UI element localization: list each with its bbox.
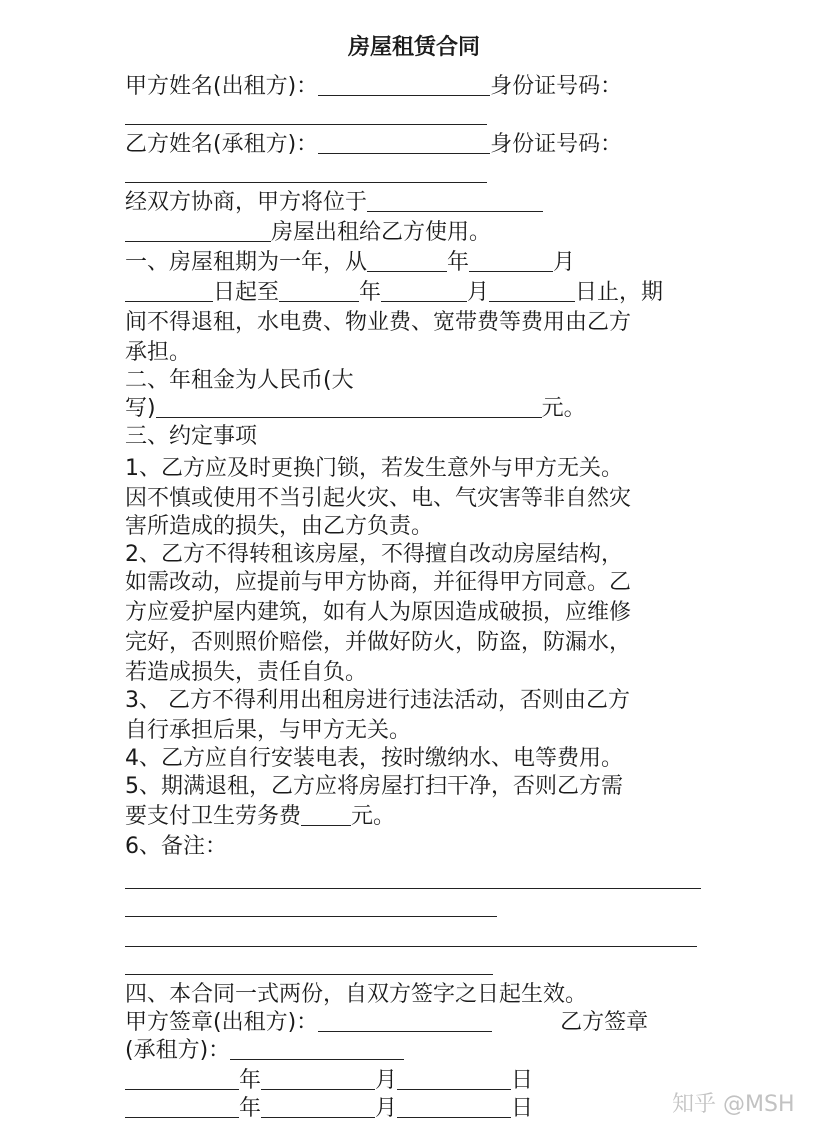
s3-line: 5、期满退租，乙方应将房屋打扫干净，否则乙方需 bbox=[125, 774, 623, 799]
end-month-blank bbox=[381, 281, 467, 302]
signature-line-2 bbox=[125, 1036, 404, 1066]
intro-line-1 bbox=[125, 188, 543, 218]
date-a-year: 年 bbox=[239, 1068, 262, 1093]
party-a-line bbox=[125, 72, 622, 102]
start-month-blank bbox=[469, 251, 553, 272]
party-a-label: 甲方姓名(出租方)： bbox=[125, 74, 319, 99]
term-line-3: 间不得退租，水电费、物业费、宽带费等费用由乙方 bbox=[125, 310, 632, 335]
notes-label: 6、备注： bbox=[125, 834, 227, 859]
end-year-blank bbox=[279, 281, 359, 302]
notes-blank-2 bbox=[125, 916, 497, 917]
signature-line-1 bbox=[125, 1008, 648, 1038]
s3-line: 如需改动，应提前与甲方协商，并征得甲方同意。乙 bbox=[125, 570, 632, 595]
s3-line: 因不慎或使用不当引起火灾、电、气灾害等非自然灾 bbox=[125, 486, 632, 511]
term-day-from: 日起至 bbox=[213, 280, 280, 305]
s3-line: 方应爱护屋内建筑，如有人为原因造成破损，应维修 bbox=[125, 600, 632, 625]
term-year: 年 bbox=[447, 250, 470, 275]
sign-party-a-label: 甲方签章(出租方)： bbox=[125, 1010, 319, 1035]
date-a-month-blank bbox=[261, 1069, 375, 1090]
end-day-blank bbox=[489, 281, 575, 302]
start-day-blank bbox=[125, 281, 213, 302]
rent-line-2 bbox=[125, 394, 586, 424]
date-a-day: 日 bbox=[511, 1068, 534, 1093]
term-lead: 一、房屋租期为一年，从 bbox=[125, 250, 368, 275]
rent-line-1: 二、年租金为人民币(大 bbox=[125, 368, 354, 393]
s3-line: 3、 乙方不得利用出租房进行违法活动，否则由乙方 bbox=[125, 688, 630, 713]
notes-blank-4 bbox=[125, 974, 493, 975]
term-line-2 bbox=[125, 278, 663, 308]
s3-line: 4、乙方应自行安装电表，按时缴纳水、电等费用。 bbox=[125, 746, 623, 771]
fee-lead: 要支付卫生劳务费 bbox=[125, 804, 302, 829]
fee-line bbox=[125, 802, 395, 832]
date-line-b bbox=[125, 1094, 533, 1124]
party-b-line bbox=[125, 130, 622, 160]
rent-lead: 写) bbox=[125, 396, 156, 421]
term-line-1 bbox=[125, 248, 575, 278]
watermark: 知乎 @MSH bbox=[672, 1092, 795, 1117]
date-b-day-blank bbox=[397, 1097, 511, 1118]
sign-party-b-label-2: (承租方)： bbox=[125, 1038, 231, 1063]
sign-party-a-blank bbox=[318, 1011, 492, 1032]
term-line-4: 承担。 bbox=[125, 340, 192, 365]
fee-unit: 元。 bbox=[351, 804, 396, 829]
term-day-to: 日止，期 bbox=[575, 280, 664, 305]
sign-party-b-blank bbox=[230, 1039, 404, 1060]
rent-unit: 元。 bbox=[541, 396, 586, 421]
date-b-month-blank bbox=[261, 1097, 375, 1118]
fee-amount-blank bbox=[301, 805, 351, 826]
date-a-month: 月 bbox=[375, 1068, 398, 1093]
term-month: 月 bbox=[553, 250, 576, 275]
address-blank-1 bbox=[367, 191, 543, 212]
section-3-heading: 三、约定事项 bbox=[125, 424, 258, 449]
party-b-id-label: 身份证号码： bbox=[490, 132, 623, 157]
s3-line: 害所造成的损失，由乙方负责。 bbox=[125, 514, 434, 539]
start-year-blank bbox=[367, 251, 447, 272]
party-a-id-label: 身份证号码： bbox=[490, 74, 623, 99]
intro-line-2 bbox=[125, 218, 491, 248]
notes-blank-3 bbox=[125, 946, 697, 947]
date-b-month: 月 bbox=[375, 1096, 398, 1121]
date-b-year-blank bbox=[125, 1097, 239, 1118]
date-b-year: 年 bbox=[239, 1096, 262, 1121]
notes-blank-1 bbox=[125, 888, 701, 889]
party-a-id-blank bbox=[125, 124, 487, 125]
intro-tail: 房屋出租给乙方使用。 bbox=[271, 220, 492, 245]
date-b-day: 日 bbox=[511, 1096, 534, 1121]
s3-line: 若造成损失，责任自负。 bbox=[125, 660, 368, 685]
document-title: 房屋租赁合同 bbox=[347, 35, 480, 60]
rent-amount-blank bbox=[156, 397, 542, 418]
date-a-year-blank bbox=[125, 1069, 239, 1090]
party-b-id-blank bbox=[125, 182, 487, 183]
date-a-day-blank bbox=[397, 1069, 511, 1090]
term-year-2: 年 bbox=[359, 280, 382, 305]
intro-lead: 经双方协商，甲方将位于 bbox=[125, 190, 368, 215]
s3-line: 1、乙方应及时更换门锁，若发生意外与甲方无关。 bbox=[125, 456, 623, 481]
party-b-name-blank bbox=[318, 133, 490, 154]
s3-line: 自行承担后果，与甲方无关。 bbox=[125, 718, 412, 743]
party-a-name-blank bbox=[318, 75, 490, 96]
date-line-a bbox=[125, 1066, 533, 1096]
term-month-2: 月 bbox=[467, 280, 490, 305]
address-blank-2 bbox=[125, 221, 271, 242]
sign-party-b-label: 乙方签章 bbox=[560, 1010, 649, 1035]
s3-line: 完好，否则照价赔偿，并做好防火，防盗，防漏水， bbox=[125, 630, 632, 655]
section-4-text: 四、本合同一式两份，自双方签字之日起生效。 bbox=[125, 982, 588, 1007]
party-b-label: 乙方姓名(承租方)： bbox=[125, 132, 319, 157]
s3-line: 2、乙方不得转租该房屋，不得擅自改动房屋结构， bbox=[125, 542, 623, 567]
